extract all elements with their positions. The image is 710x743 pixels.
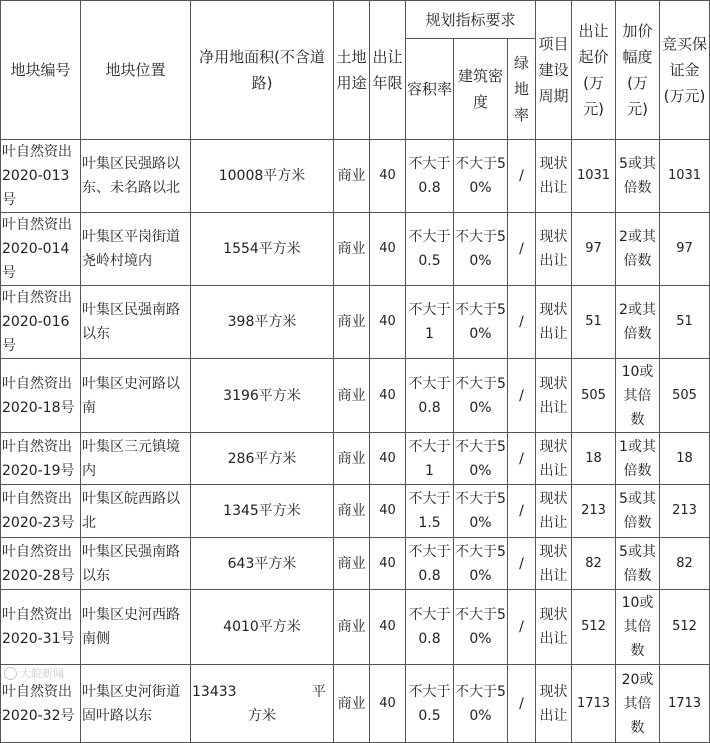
cell-increment: 1或其倍数 [616, 433, 660, 485]
cell-parcel-no: 叶自然资出2020-32号 [1, 665, 81, 743]
cell-far: 不大于0.8 [406, 140, 454, 213]
cell-land-use: 商业 [334, 433, 370, 485]
cell-green: / [508, 590, 536, 665]
cell-start-price: 505 [572, 359, 616, 433]
watermark-logo-icon [4, 667, 17, 680]
cell-increment: 2或其倍数 [616, 286, 660, 359]
cell-far: 不大于0.5 [406, 213, 454, 286]
cell-start-price: 512 [572, 590, 616, 665]
cell-density: 不大于50% [454, 359, 508, 433]
cell-location: 叶集区史河西路南侧 [81, 590, 191, 665]
cell-land-use: 商业 [334, 485, 370, 538]
header-term: 出让年限 [370, 1, 406, 140]
cell-period: 现状出让 [536, 538, 572, 590]
header-land-use: 土地用途 [334, 1, 370, 140]
cell-density: 不大于50% [454, 286, 508, 359]
table-row [1, 433, 710, 485]
cell-increment: 20或其倍数 [616, 665, 660, 743]
cell-green: / [508, 286, 536, 359]
header-density: 建筑密度 [454, 39, 508, 140]
cell-location: 叶集区皖西路以北 [81, 485, 191, 538]
cell-deposit: 97 [660, 213, 710, 286]
header-green: 绿地率 [508, 39, 536, 140]
cell-deposit: 213 [660, 485, 710, 538]
cell-green: / [508, 433, 536, 485]
header-location: 地块位置 [81, 1, 191, 140]
cell-land-use: 商业 [334, 213, 370, 286]
header-increment: 加价幅度(万元) [616, 1, 660, 140]
header-planning: 规划指标要求 [406, 1, 536, 39]
cell-density: 不大于50% [454, 665, 508, 743]
cell-term: 40 [370, 359, 406, 433]
table-row [1, 485, 710, 538]
cell-parcel-no: 叶自然资出2020-016号 [1, 286, 81, 359]
cell-term: 40 [370, 286, 406, 359]
cell-period: 现状出让 [536, 590, 572, 665]
cell-net-area: 13433 平 方米 [191, 665, 334, 743]
cell-net-area: 286平方米 [191, 433, 334, 485]
cell-green: / [508, 359, 536, 433]
cell-land-use: 商业 [334, 665, 370, 743]
table-row [1, 213, 710, 286]
cell-land-use: 商业 [334, 140, 370, 213]
cell-start-price: 51 [572, 286, 616, 359]
cell-term: 40 [370, 665, 406, 743]
cell-green: / [508, 213, 536, 286]
header-far: 容积率 [406, 39, 454, 140]
cell-period: 现状出让 [536, 485, 572, 538]
header-deposit: 竞买保证金(万元) [660, 1, 710, 140]
cell-location: 叶集区史河路以南 [81, 359, 191, 433]
table-row [1, 286, 710, 359]
cell-location: 叶集区三元镇境内 [81, 433, 191, 485]
cell-period: 现状出让 [536, 140, 572, 213]
cell-green: / [508, 538, 536, 590]
cell-parcel-no: 叶自然资出2020-23号 [1, 485, 81, 538]
cell-increment: 5或其倍数 [616, 538, 660, 590]
cell-parcel-no: 叶自然资出2020-013号 [1, 140, 81, 213]
table-row [1, 590, 710, 665]
cell-increment: 5或其倍数 [616, 140, 660, 213]
cell-land-use: 商业 [334, 590, 370, 665]
cell-parcel-no: 叶自然资出2020-014号 [1, 213, 81, 286]
cell-location: 叶集区民强南路以东 [81, 538, 191, 590]
cell-land-use: 商业 [334, 286, 370, 359]
cell-density: 不大于50% [454, 485, 508, 538]
watermark [4, 665, 64, 681]
cell-land-use: 商业 [334, 538, 370, 590]
cell-green: / [508, 140, 536, 213]
header-net-area: 净用地面积(不含道路) [191, 1, 334, 140]
cell-location: 叶集区民强路以东、未名路以北 [81, 140, 191, 213]
header-start-price: 出让起价(万元) [572, 1, 616, 140]
cell-period: 现状出让 [536, 665, 572, 743]
cell-far: 不大于1.5 [406, 485, 454, 538]
header-parcel-no: 地块编号 [1, 1, 81, 140]
cell-net-area: 4010平方米 [191, 590, 334, 665]
cell-parcel-no: 叶自然资出2020-28号 [1, 538, 81, 590]
cell-far: 不大于1 [406, 433, 454, 485]
cell-start-price: 1713 [572, 665, 616, 743]
cell-parcel-no: 叶自然资出2020-31号 [1, 590, 81, 665]
table-row [1, 359, 710, 433]
cell-far: 不大于0.8 [406, 538, 454, 590]
cell-far: 不大于0.5 [406, 665, 454, 743]
cell-deposit: 505 [660, 359, 710, 433]
table-row [1, 665, 710, 743]
cell-deposit: 51 [660, 286, 710, 359]
cell-deposit: 1713 [660, 665, 710, 743]
cell-start-price: 213 [572, 485, 616, 538]
cell-deposit: 512 [660, 590, 710, 665]
cell-density: 不大于50% [454, 538, 508, 590]
cell-term: 40 [370, 213, 406, 286]
cell-density: 不大于50% [454, 590, 508, 665]
cell-term: 40 [370, 538, 406, 590]
cell-parcel-no: 叶自然资出2020-18号 [1, 359, 81, 433]
cell-period: 现状出让 [536, 433, 572, 485]
cell-density: 不大于50% [454, 213, 508, 286]
cell-start-price: 18 [572, 433, 616, 485]
cell-location: 叶集区民强南路以东 [81, 286, 191, 359]
table-row [1, 140, 710, 213]
table-row [1, 538, 710, 590]
cell-far: 不大于0.8 [406, 359, 454, 433]
cell-net-area: 398平方米 [191, 286, 334, 359]
cell-start-price: 82 [572, 538, 616, 590]
cell-period: 现状出让 [536, 359, 572, 433]
cell-net-area: 1345平方米 [191, 485, 334, 538]
cell-deposit: 82 [660, 538, 710, 590]
cell-density: 不大于50% [454, 140, 508, 213]
cell-deposit: 1031 [660, 140, 710, 213]
cell-increment: 10或其倍数 [616, 359, 660, 433]
cell-location: 叶集区平岗街道尧岭村境内 [81, 213, 191, 286]
cell-far: 不大于1 [406, 286, 454, 359]
cell-land-use: 商业 [334, 359, 370, 433]
watermark-text: 大皖新闻 [20, 667, 64, 680]
cell-location: 叶集区史河街道固叶路以东 [81, 665, 191, 743]
cell-start-price: 1031 [572, 140, 616, 213]
cell-start-price: 97 [572, 213, 616, 286]
cell-density: 不大于50% [454, 433, 508, 485]
cell-term: 40 [370, 433, 406, 485]
cell-term: 40 [370, 590, 406, 665]
cell-green: / [508, 665, 536, 743]
cell-net-area: 10008平方米 [191, 140, 334, 213]
cell-far: 不大于0.8 [406, 590, 454, 665]
cell-period: 现状出让 [536, 213, 572, 286]
cell-increment: 5或其倍数 [616, 485, 660, 538]
cell-term: 40 [370, 485, 406, 538]
cell-increment: 2或其倍数 [616, 213, 660, 286]
cell-net-area: 1554平方米 [191, 213, 334, 286]
cell-period: 现状出让 [536, 286, 572, 359]
cell-net-area: 3196平方米 [191, 359, 334, 433]
cell-increment: 10或其倍数 [616, 590, 660, 665]
cell-parcel-no: 叶自然资出2020-19号 [1, 433, 81, 485]
cell-deposit: 18 [660, 433, 710, 485]
cell-green: / [508, 485, 536, 538]
cell-term: 40 [370, 140, 406, 213]
cell-net-area: 643平方米 [191, 538, 334, 590]
header-period: 项目建设周期 [536, 1, 572, 140]
